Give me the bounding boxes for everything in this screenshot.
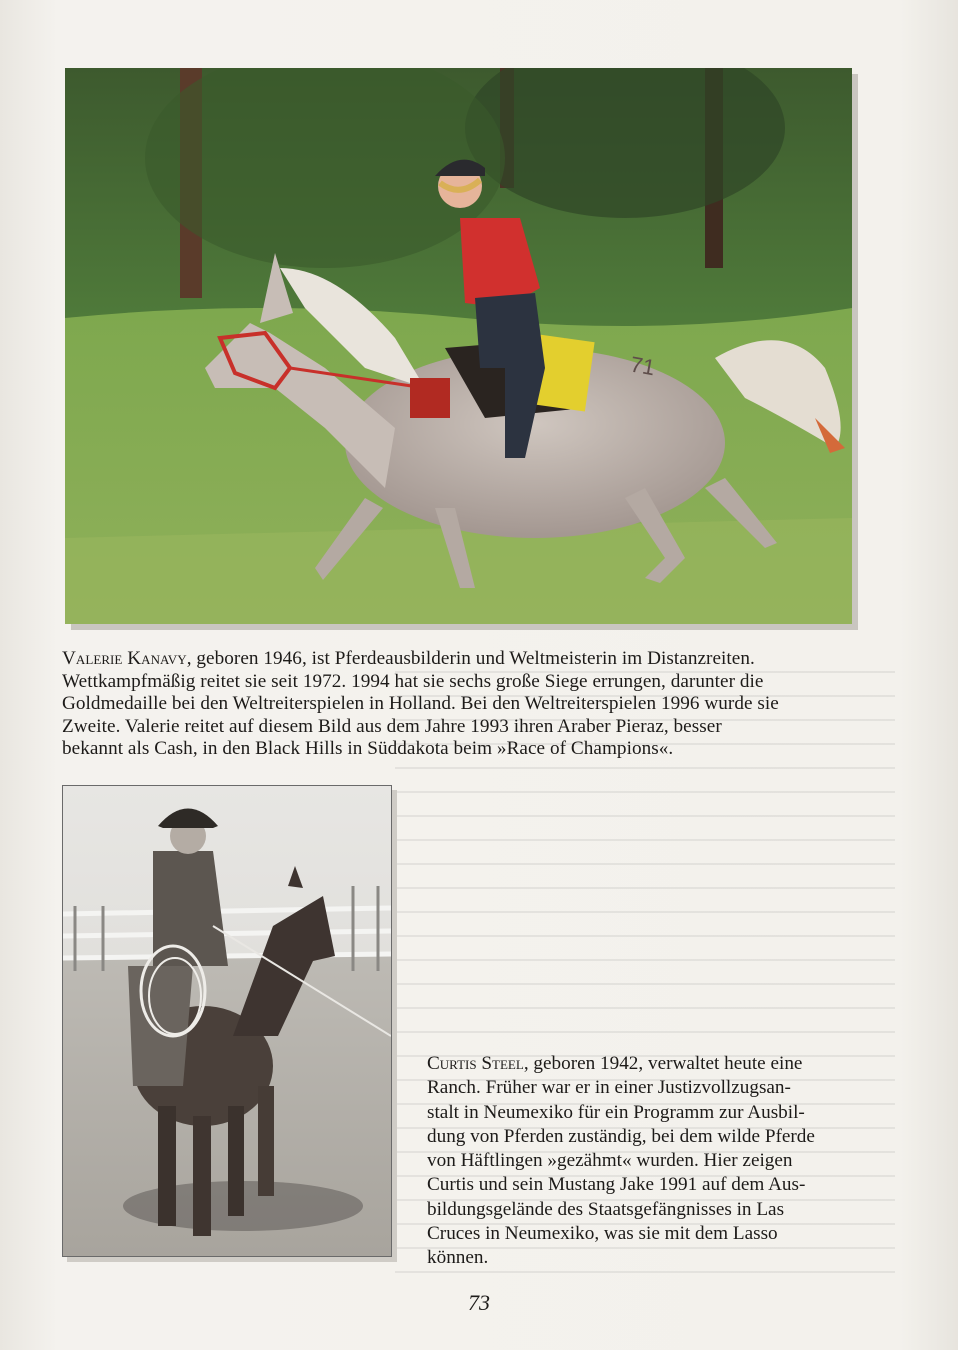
caption-line: Zweite. Valerie reitet auf diesem Bild aus dem Jahre 1993 ihren Araber Pieraz, besser (62, 715, 722, 737)
photo-curtis-steel (62, 785, 392, 1257)
horse-number-text: 71 (628, 351, 657, 381)
caption-line: Ranch. Früher war er in einer Justizvollzugsan- (427, 1077, 791, 1099)
caption-line: Wettkampfmäßig reitet sie seit 1972. 1994 hat sie sechs große Siege errungen, darunter die (62, 670, 764, 692)
caption-line: Curtis und sein Mustang Jake 1991 auf dem Aus- (427, 1174, 806, 1196)
caption-line: Goldmedaille bei den Weltreiterspielen in Holland. Bei den Weltreiterspielen 1996 wurde sie (62, 693, 779, 715)
caption-name: Curtis Steel (427, 1053, 524, 1074)
caption-line: von Häftlingen »gezähmt« wurden. Hier zeigen (427, 1150, 793, 1172)
caption-line: dung von Pferden zuständig, bei dem wilde Pferde (427, 1125, 815, 1147)
caption-line: stalt in Neumexiko für ein Programm zur Ausbil- (427, 1101, 805, 1123)
caption-line: Curtis Steel, geboren 1942, verwaltet heute eine (427, 1053, 803, 1074)
caption-valerie-kanavy (62, 648, 872, 761)
caption-name: Valerie Kanavy (62, 648, 187, 669)
caption-line: Valerie Kanavy, geboren 1946, ist Pferdeausbilderin und Weltmeisterin im Distanzreiten. (62, 648, 755, 669)
caption-line: bildungsgelände des Staatsgefängnisses in Las (427, 1198, 785, 1220)
page-number: 73 (468, 1290, 490, 1315)
caption-line: können. (427, 1247, 489, 1269)
photo-valerie-kanavy (65, 68, 852, 624)
caption-line: bekannt als Cash, in den Black Hills in Süddakota beim »Race of Champions«. (62, 738, 674, 760)
caption-curtis-steel (427, 1052, 857, 1271)
caption-line: Cruces in Neumexiko, was sie mit dem Lasso (427, 1223, 778, 1245)
